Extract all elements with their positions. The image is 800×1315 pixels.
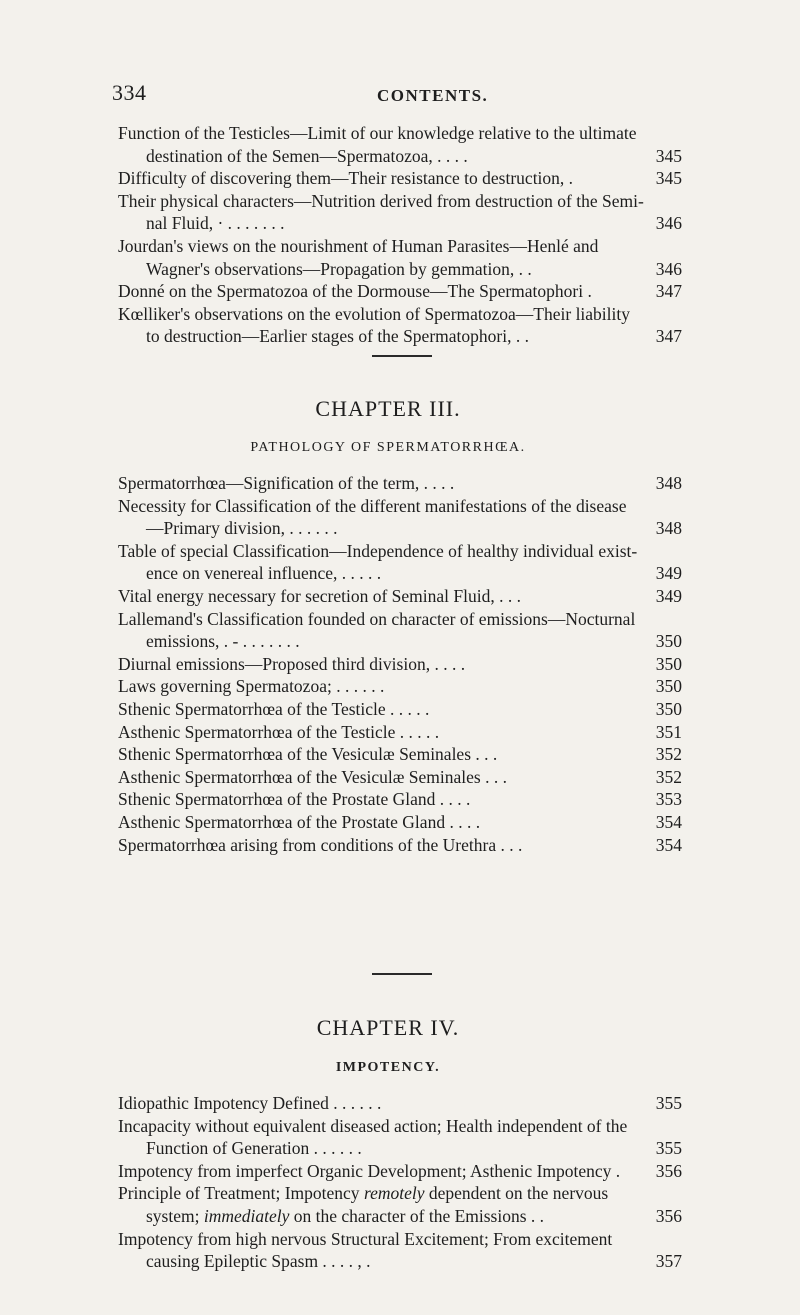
toc-entry — [118, 766, 682, 789]
entry-line: Their physical characters—Nutrition derived from destruction of the Semi- — [118, 190, 644, 211]
page-ref: 348 — [655, 473, 682, 493]
toc-entry — [118, 235, 682, 280]
entry-line: Idiopathic Impotency Defined . . . . . . — [118, 1093, 382, 1113]
section-divider — [372, 355, 432, 357]
entry-line: Function of the Testicles—Limit of our knowledge relative to the ultimate — [118, 123, 637, 143]
entry-line: Jourdan's views on the nourishment of Human Parasites—Henlé and — [118, 235, 599, 256]
entry-line: Spermatorrhœa—Signification of the term, . . . . — [118, 473, 455, 493]
emphasis: immediately — [203, 1205, 290, 1226]
entry-line: Diurnal emissions—Proposed third division, . . . . — [118, 653, 466, 674]
page-ref: 345 — [655, 168, 682, 189]
chapter-title: CHAPTER III. — [315, 396, 461, 421]
toc-entry — [118, 608, 682, 653]
page-ref: 352 — [655, 744, 682, 765]
entry-line: Sthenic Spermatorrhœa of the Prostate Gland . . . . — [118, 789, 471, 810]
page-number: 334 — [112, 80, 147, 105]
entry-line: Asthenic Spermatorrhœa of the Testicle . . . . . — [118, 721, 440, 742]
toc-entry — [118, 303, 682, 348]
chapter3-entries — [118, 472, 682, 856]
page-ref: 347 — [655, 281, 682, 302]
toc-entry — [118, 280, 682, 303]
page-ref: 353 — [655, 789, 682, 810]
entry-line: Impotency from imperfect Organic Development; Asthenic Impotency . — [118, 1160, 621, 1181]
page-ref: 349 — [655, 563, 682, 584]
page-ref: 350 — [655, 676, 682, 697]
entry-line: Principle of Treatment; Impotency — [118, 1183, 364, 1204]
entry-line: Impotency from high nervous Structural Excitement; From excitement — [118, 1228, 613, 1249]
page-ref: 349 — [655, 585, 682, 606]
entry-line: Function of Generation . . . . . . — [146, 1138, 362, 1159]
page-ref: 355 — [655, 1138, 682, 1159]
entry-line: Vital energy necessary for secretion of Seminal Fluid, . . . — [118, 585, 521, 606]
section-prev-entries — [118, 122, 682, 348]
toc-entry — [118, 540, 682, 585]
page-ref: 348 — [655, 518, 682, 539]
entry-line: Lallemand's Classification founded on character of emissions—Nocturnal — [118, 608, 636, 629]
page-ref: 356 — [655, 1205, 682, 1226]
page-ref: 356 — [655, 1160, 682, 1181]
page-ref: 354 — [655, 811, 682, 832]
entry-line: Difficulty of discovering them—Their resistance to destruction, . — [118, 168, 574, 189]
entry-line: Sthenic Spermatorrhœa of the Testicle . . . . . — [118, 698, 430, 719]
toc-entry — [118, 743, 682, 766]
entry-line: on the character of the Emissions . . — [289, 1205, 545, 1226]
emphasis: remotely — [363, 1183, 425, 1204]
page-ref: 346 — [655, 213, 682, 234]
page-ref: 346 — [655, 258, 682, 279]
chapter4-entries — [118, 1092, 682, 1273]
page-ref: 347 — [655, 326, 682, 347]
toc-entry — [118, 495, 682, 540]
entry-line: system; — [146, 1205, 204, 1226]
entry-line: dependent on the nervous — [424, 1183, 609, 1204]
toc-entry — [118, 190, 682, 235]
toc-entry — [118, 788, 682, 811]
toc-entry — [118, 811, 682, 834]
toc-entry — [118, 653, 682, 676]
entry-line: causing Epileptic Spasm . . . . , . — [146, 1251, 371, 1272]
page-ref: 354 — [655, 834, 682, 855]
section-divider — [372, 973, 432, 975]
entry-line: Table of special Classification—Independence of healthy individual exist- — [118, 540, 638, 561]
entry-line: ence on venereal influence, . . . . . — [146, 563, 382, 584]
entry-line: nal Fluid, · . . . . . . . — [146, 213, 285, 234]
toc-entry — [118, 1092, 682, 1115]
toc-entry — [118, 1160, 682, 1183]
chapter-subtitle: IMPOTENCY. — [335, 1060, 441, 1075]
toc-entry — [118, 1115, 682, 1160]
page-ref: 350 — [655, 698, 682, 719]
entry-line: Donné on the Spermatozoa of the Dormouse—The Spermatophori . — [118, 281, 592, 302]
entry-line: Spermatorrhœa arising from conditions of the Urethra . . . — [118, 834, 523, 855]
page-ref: 350 — [655, 653, 682, 674]
entry-line: destination of the Semen—Spermatozoa, . . . . — [146, 145, 468, 166]
page-ref: 355 — [655, 1093, 682, 1113]
entry-line: Kœlliker's observations on the evolution of Spermatozoa—Their liability — [118, 303, 631, 324]
toc-entry — [118, 585, 682, 608]
page-ref: 345 — [655, 145, 682, 166]
entry-line: Asthenic Spermatorrhœa of the Vesiculæ Seminales . . . — [118, 766, 507, 787]
entry-line: —Primary division, . . . . . . — [146, 518, 338, 539]
entry-line: Incapacity without equivalent diseased action; Health independent of the — [118, 1115, 628, 1136]
entry-line: Laws governing Spermatozoa; . . . . . . — [118, 676, 385, 697]
entry-line: Sthenic Spermatorrhœa of the Vesiculæ Seminales . . . — [118, 744, 498, 765]
running-title: CONTENTS. — [377, 86, 489, 105]
page-ref: 351 — [655, 721, 682, 742]
toc-entry — [118, 834, 682, 857]
page-header — [112, 80, 672, 110]
toc-entry — [118, 721, 682, 744]
toc-entry — [118, 472, 682, 495]
entry-line: emissions, . - . . . . . . . — [146, 631, 300, 652]
toc-entry — [118, 167, 682, 190]
page-ref: 352 — [655, 766, 682, 787]
entry-line: Necessity for Classification of the different manifestations of the disease — [118, 495, 627, 516]
page-ref: 350 — [655, 631, 682, 652]
entry-line: Wagner's observations—Propagation by gemmation, . . — [146, 258, 532, 279]
toc-entry — [118, 1182, 682, 1227]
toc-entry — [118, 1228, 682, 1273]
page-ref: 357 — [655, 1251, 682, 1272]
toc-entry — [118, 122, 682, 167]
chapter-subtitle: PATHOLOGY OF SPERMATORRHŒA. — [250, 440, 526, 455]
chapter-title: CHAPTER IV. — [316, 1015, 460, 1040]
entry-line: to destruction—Earlier stages of the Spermatophori, . . — [146, 326, 529, 347]
toc-entry — [118, 675, 682, 698]
entry-line: Asthenic Spermatorrhœa of the Prostate Gland . . . . — [118, 811, 481, 832]
toc-entry — [118, 698, 682, 721]
